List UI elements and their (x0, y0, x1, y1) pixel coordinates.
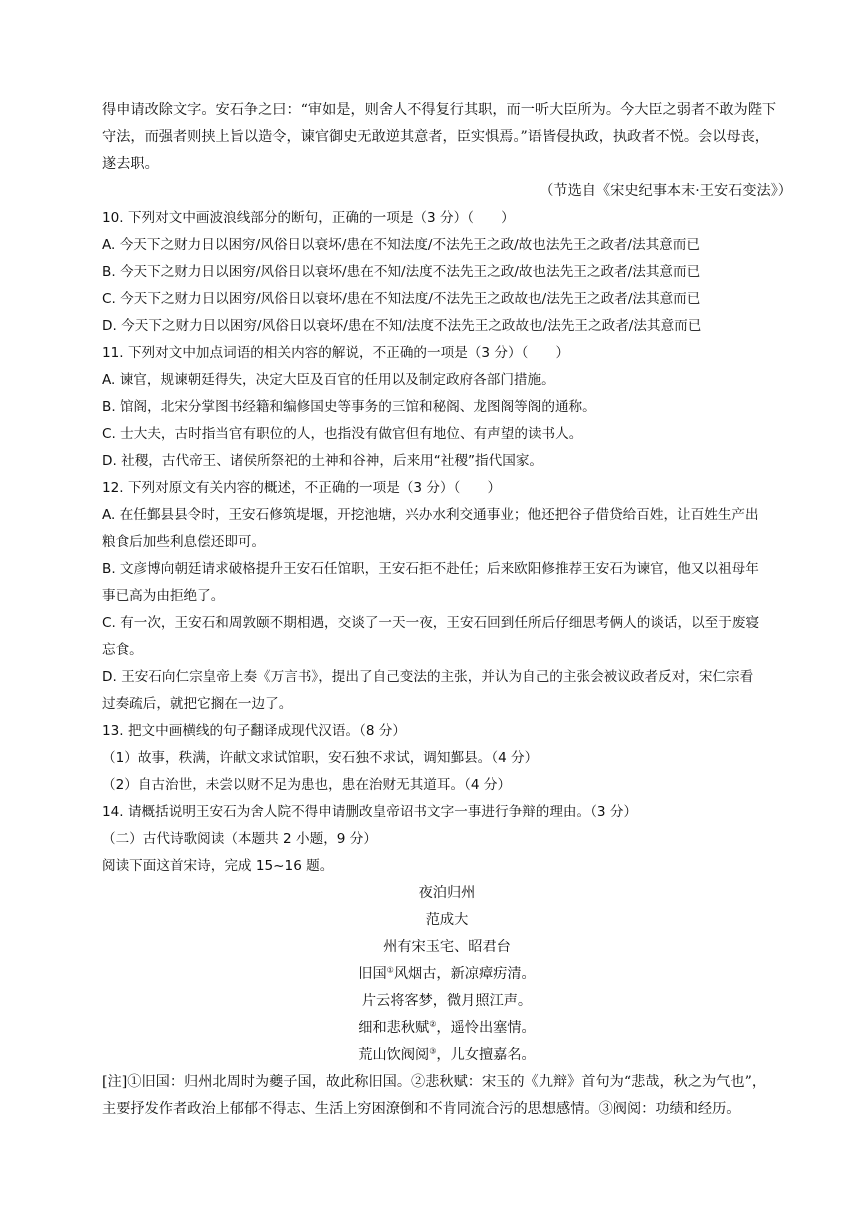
poem-line (102, 1015, 792, 1043)
question-12-option-cont: 忘食。 (102, 642, 143, 658)
poem-text: ，儿女擅嘉名。 (436, 1047, 536, 1063)
poem-text: 旧国 (358, 966, 387, 982)
poem-text: 风烟古，新凉瘴疠清。 (393, 966, 536, 982)
question-10-option: A. 今天下之财力日以困穷/风俗日以衰坏/患在不知法度/不法先王之政/故也法先王之政者/法其意而已 (102, 237, 700, 253)
question-11-stem: 11. 下列对文中加点词语的相关内容的解说，不正确的一项是（3 分）（ ） (102, 345, 570, 361)
poem-text: 细和悲秋赋 (358, 1020, 430, 1036)
poem-line (102, 1042, 792, 1070)
passage-line: 守法，而强者则挟上旨以造令，谏官御史无敢逆其意者，臣实惧焉。”语皆侵执政，执政者不悦。会以母丧， (102, 129, 769, 145)
question-12-option: D. 王安石向仁宗皇帝上奏《万言书》，提出了自己变法的主张，并认为自己的主张会被议政者反对，宋仁宗看 (102, 669, 754, 685)
question-10-option: B. 今天下之财力日以困穷/风俗日以衰坏/患在不知/法度不法先王之政/故也法先王之政者/法其意而已 (102, 264, 701, 280)
footnote-marker: ③ (429, 1046, 437, 1056)
passage-line: 遂去职。 (102, 156, 159, 172)
question-11-option: A. 谏官，规谏朝廷得失，决定大臣及百官的任用以及制定政府各部门措施。 (102, 372, 555, 388)
question-12-option: C. 有一次，王安石和周敦颐不期相遇，交谈了一天一夜，王安石回到任所后仔细思考俩人的谈话，以至于废寝 (102, 615, 760, 631)
poem-title: 夜泊归州 (418, 885, 476, 901)
question-13-sentence: （2）自古治世，未尝以财不足为患也，患在治财无其道耳。（4 分） (102, 777, 512, 793)
question-10-stem: 10. 下列对文中画波浪线部分的断句，正确的一项是（3 分）（ ） (102, 210, 515, 226)
poem-author: 范成大 (425, 912, 469, 928)
footnote-marker: ① (386, 965, 394, 975)
question-11-option: C. 士大夫，古时指当官有职位的人，也指没有做官但有地位、有声望的读书人。 (102, 426, 583, 442)
poem-line (102, 961, 792, 989)
poem-text: 荒山饮阀阅 (358, 1047, 430, 1063)
question-11-option: D. 社稷，古代帝王、诸侯所祭祀的土神和谷神，后来用“社稷”指代国家。 (102, 453, 544, 469)
question-13-sentence: （1）故事，秩满，许献文求试馆职，安石独不求试，调知鄞县。（4 分） (102, 750, 539, 766)
question-10-option: C. 今天下之财力日以困穷/风俗日以衰坏/患在不知法度/不法先王之政故也/法先王之政者/法其意而已 (102, 291, 701, 307)
question-12-option: A. 在任鄞县县令时，王安石修筑堤堰，开挖池塘，兴办水利交通事业；他还把谷子借贷给百姓，让百姓生产出 (102, 507, 759, 523)
poem-subtitle: 州有宋玉宅、昭君台 (383, 939, 511, 955)
note-line: 主要抒发作者政治上郁郁不得志、生活上穷困潦倒和不肯同流合污的思想感情。③阀阅：功绩和经历。 (102, 1101, 741, 1117)
passage-line: 得申请改除文字。安石争之曰：“审如是，则舍人不得复行其职，而一听大臣所为。今大臣之弱者不敢为陛下 (102, 102, 777, 118)
question-12-option-cont: 事已高为由拒绝了。 (102, 588, 225, 604)
question-12-option: B. 文彦博向朝廷请求破格提升王安石任馆职，王安石拒不赴任；后来欧阳修推荐王安石为谏官，他又以祖母年 (102, 561, 759, 577)
question-12-option-cont: 过奏疏后，就把它搁在一边了。 (102, 696, 293, 712)
question-12-stem: 12. 下列对原文有关内容的概述，不正确的一项是（3 分）（ ） (102, 480, 502, 496)
question-12-option-cont: 粮食后加些利息偿还即可。 (102, 534, 266, 550)
note-line: [注]①旧国：归州北周时为夔子国，故此称旧国。②悲秋赋：宋玉的《九辩》首句为“悲哉，秋之为气也”， (102, 1074, 767, 1090)
footnote-marker: ② (429, 1019, 437, 1029)
poem-line: 片云将客梦，微月照江声。 (361, 993, 533, 1009)
question-10-option: D. 今天下之财力日以困穷/风俗日以衰坏/患在不知/法度不法先王之政故也/法先王之政者/法其意而已 (102, 318, 702, 334)
question-13-stem: 13. 把文中画横线的句子翻译成现代汉语。（8 分） (102, 723, 406, 739)
passage-source: （节选自《宋史纪事本末·王安石变法》） (539, 183, 792, 199)
section-heading: （二）古代诗歌阅读（本题共 2 小题，9 分） (102, 831, 377, 847)
section-intro: 阅读下面这首宋诗，完成 15~16 题。 (102, 858, 334, 874)
question-14-stem: 14. 请概括说明王安石为舍人院不得申请删改皇帝诏书文字一事进行争辩的理由。（3 分） (102, 804, 638, 820)
poem-text: ，遥怜出塞情。 (436, 1020, 536, 1036)
question-11-option: B. 馆阁，北宋分掌图书经籍和编修国史等事务的三馆和秘阁、龙图阁等阁的通称。 (102, 399, 596, 415)
